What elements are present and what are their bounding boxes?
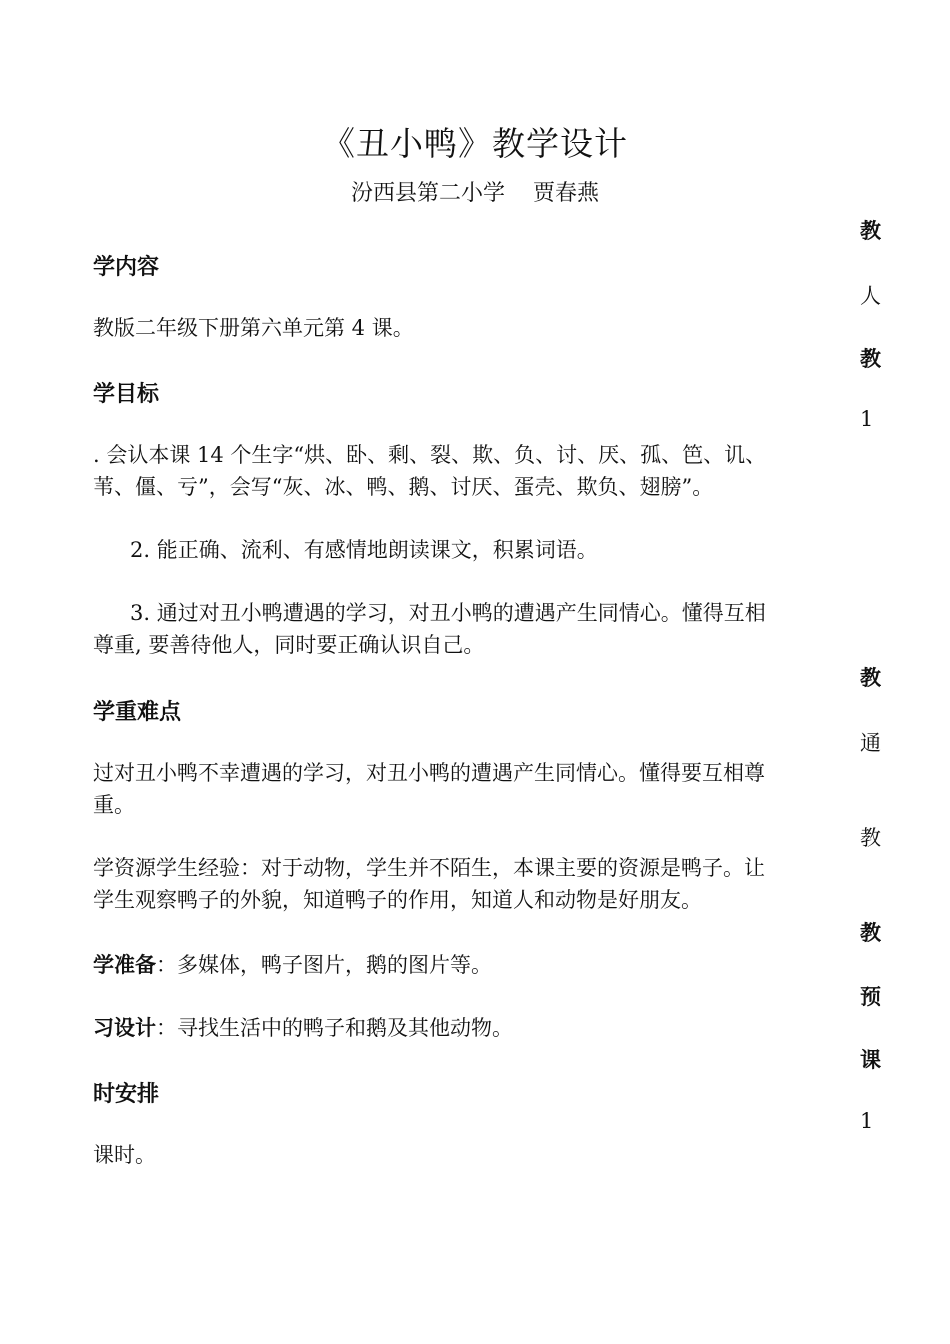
side-char-1: 教: [860, 219, 881, 243]
content-heading: 学内容: [93, 255, 160, 280]
goal-1-line-1: . 会认本课 14 个生字“烘、卧、剩、裂、欺、负、讨、厌、孤、笆、讥、: [93, 443, 767, 467]
side-char-3: 教: [860, 347, 881, 371]
side-char-8: 教: [860, 921, 881, 945]
author-line: [0, 176, 950, 207]
key-points-line-2: 重。: [93, 793, 135, 817]
side-char-7: 教: [860, 826, 881, 850]
goal-2: 2. 能正确、流利、有感情地朗读课文，积累词语。: [130, 538, 598, 562]
preparation-label: 学准备: [93, 953, 156, 977]
goal-1-line-2: 苇、僵、亏”，会写“灰、冰、鸭、鹅、讨厌、蛋壳、欺负、翅膀”。: [93, 475, 714, 499]
author-school: 汾西县第二小学: [350, 181, 505, 206]
author-name: 贾春燕: [533, 181, 600, 206]
homework-text: ：寻找生活中的鸭子和鹅及其他动物。: [156, 1016, 513, 1040]
side-char-11: 1: [860, 1109, 874, 1133]
resources-line-2: 学生观察鸭子的外貌，知道鸭子的作用，知道人和动物是好朋友。: [93, 888, 702, 912]
homework-line: [93, 1013, 513, 1044]
side-char-2: 人: [860, 284, 881, 308]
content-text: 教版二年级下册第六单元第 4 课。: [93, 316, 414, 340]
goal-3-line-1: 3. 通过对丑小鸭遭遇的学习，对丑小鸭的遭遇产生同情心。懂得互相: [130, 601, 766, 625]
preparation-line: [93, 950, 492, 981]
side-char-10: 课: [860, 1048, 881, 1072]
resources-line-1: 学资源学生经验：对于动物，学生并不陌生，本课主要的资源是鸭子。让: [93, 856, 765, 880]
side-char-6: 通: [860, 731, 881, 755]
key-points-heading: 学重难点: [93, 700, 182, 725]
key-points-line-1: 过对丑小鸭不幸遭遇的学习，对丑小鸭的遭遇产生同情心。懂得要互相尊: [93, 761, 765, 785]
homework-label: 习设计: [93, 1016, 156, 1040]
page-title: 《丑小鸭》教学设计: [322, 124, 628, 163]
schedule-heading: 时安排: [93, 1082, 160, 1107]
preparation-text: ：多媒体，鸭子图片，鹅的图片等。: [156, 953, 492, 977]
goal-3-line-2: 尊重, 要善待他人，同时要正确认识自己。: [93, 633, 485, 657]
side-char-4: 1: [860, 407, 874, 431]
goals-heading: 学目标: [93, 382, 160, 407]
schedule-text: 课时。: [93, 1143, 156, 1167]
side-char-9: 预: [860, 985, 881, 1009]
side-char-5: 教: [860, 666, 881, 690]
